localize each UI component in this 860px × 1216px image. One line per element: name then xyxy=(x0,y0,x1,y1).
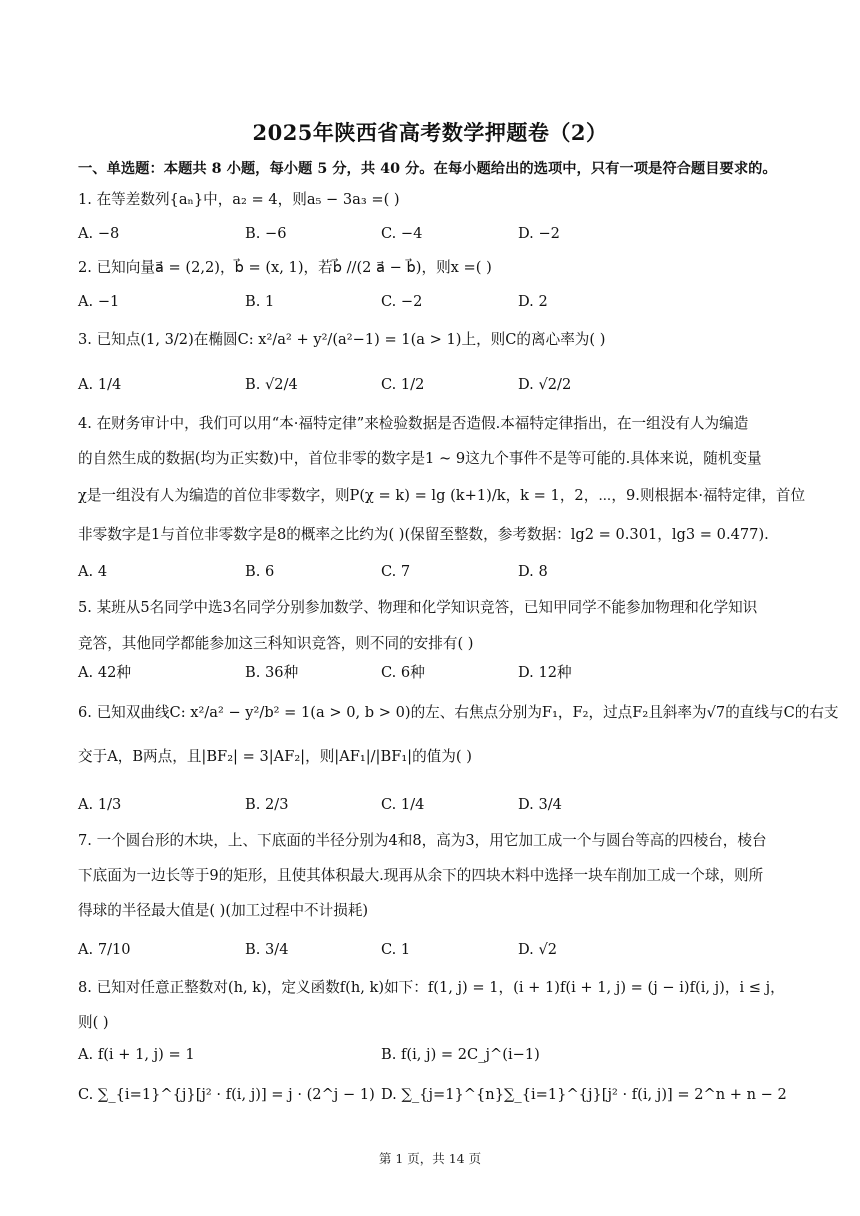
q3-option-c: C. 1/2 xyxy=(381,376,425,393)
question-5-line-1: 5. 某班从5名同学中选3名同学分别参加数学、物理和化学知识竞答，已知甲同学不能参加物理和化学知识 xyxy=(78,599,758,616)
q7-option-d: D. √2 xyxy=(518,941,558,958)
q2-option-a: A. −1 xyxy=(78,293,120,310)
question-4-line-3: χ是一组没有人为编造的首位非零数字，则P(χ = k) = lg (k+1)/k，k = 1，2，⋯，9.则根据本·福特定律，首位 xyxy=(78,487,806,504)
q4-option-d: D. 8 xyxy=(518,563,548,580)
question-7-line-1: 7. 一个圆台形的木块，上、下底面的半径分别为4和8，高为3，用它加工成一个与圆台等高的四棱台，棱台 xyxy=(78,832,767,849)
question-8-line-2: 则( ) xyxy=(78,1014,109,1031)
q7-option-c: C. 1 xyxy=(381,941,411,958)
question-6-line-2: 交于A，B两点，且|BF₂| = 3|AF₂|，则|AF₁|/|BF₁|的值为( ) xyxy=(78,748,472,765)
q6-option-c: C. 1/4 xyxy=(381,796,425,813)
question-4-line-4: 非零数字是1与首位非零数字是8的概率之比约为( )(保留至整数，参考数据：lg2 = 0.301，lg3 = 0.477). xyxy=(78,526,769,543)
q5-option-a: A. 42种 xyxy=(78,664,131,681)
q6-option-b: B. 2/3 xyxy=(245,796,289,813)
q3-option-d: D. √2/2 xyxy=(518,376,572,393)
question-3-stem: 3. 已知点(1, 3/2)在椭圆C: x²/a² + y²/(a²−1) = 1(a > 1)上，则C的离心率为( ) xyxy=(78,331,606,348)
q8-option-c: C. ∑_{i=1}^{j}[j² · f(i, j)] = j · (2^j − 1) xyxy=(78,1086,375,1103)
question-7-line-2: 下底面为一边长等于9的矩形，且使其体积最大.现再从余下的四块木料中选择一块车削加工成一个球，则所 xyxy=(78,867,764,884)
page-footer: 第 1 页，共 14 页 xyxy=(378,1151,482,1166)
question-4-line-2: 的自然生成的数据(均为正实数)中，首位非零的数字是1 ~ 9这九个事件不是等可能的.具体来说，随机变量 xyxy=(78,450,762,467)
section-heading: 一、单选题：本题共 8 小题，每小题 5 分，共 40 分。在每小题给出的选项中，只有一项是符合题目要求的。 xyxy=(78,161,777,177)
q8-option-a: A. f(i + 1, j) = 1 xyxy=(78,1046,195,1063)
question-4-line-1: 4. 在财务审计中，我们可以用“本·福特定律”来检验数据是否造假.本福特定律指出，在一组没有人为编造 xyxy=(78,415,749,432)
q4-option-a: A. 4 xyxy=(78,563,108,580)
q2-option-d: D. 2 xyxy=(518,293,548,310)
question-1-stem: 1. 在等差数列{aₙ}中，a₂ = 4，则a₅ − 3a₃ =( ) xyxy=(78,191,400,208)
q2-option-b: B. 1 xyxy=(245,293,275,310)
q6-option-a: A. 1/3 xyxy=(78,796,122,813)
q3-option-b: B. √2/4 xyxy=(245,376,298,393)
q3-option-a: A. 1/4 xyxy=(78,376,122,393)
q4-option-c: C. 7 xyxy=(381,563,411,580)
q7-option-b: B. 3/4 xyxy=(245,941,289,958)
q8-option-d: D. ∑_{j=1}^{n}∑_{i=1}^{j}[j² · f(i, j)] = 2^n + n − 2 xyxy=(381,1086,787,1103)
q2-option-c: C. −2 xyxy=(381,293,423,310)
q4-option-b: B. 6 xyxy=(245,563,275,580)
q7-option-a: A. 7/10 xyxy=(78,941,131,958)
question-8-line-1: 8. 已知对任意正整数对(h, k)，定义函数f(h, k)如下：f(1, j) = 1，(i + 1)f(i + 1, j) = (j − i)f(i, j)，i ≤ j， xyxy=(78,979,785,996)
q5-option-c: C. 6种 xyxy=(381,664,425,681)
q5-option-d: D. 12种 xyxy=(518,664,572,681)
q1-option-a: A. −8 xyxy=(78,225,120,242)
q5-option-b: B. 36种 xyxy=(245,664,299,681)
q6-option-d: D. 3/4 xyxy=(518,796,562,813)
page-title: 2025年陕西省高考数学押题卷（2） xyxy=(252,120,608,145)
q1-option-d: D. −2 xyxy=(518,225,560,242)
question-2-stem: 2. 已知向量a⃗ = (2,2)，b⃗ = (x, 1)，若b⃗ //(2 a⃗ − b⃗)，则x =( ) xyxy=(78,259,492,276)
question-7-line-3: 得球的半径最大值是( )(加工过程中不计损耗) xyxy=(78,902,369,919)
q8-option-b: B. f(i, j) = 2C_j^(i−1) xyxy=(381,1046,540,1063)
question-6-line-1: 6. 已知双曲线C: x²/a² − y²/b² = 1(a > 0, b > 0)的左、右焦点分别为F₁，F₂，过点F₂且斜率为√7的直线与C的右支 xyxy=(78,704,839,721)
q1-option-c: C. −4 xyxy=(381,225,423,242)
q1-option-b: B. −6 xyxy=(245,225,287,242)
question-5-line-2: 竞答，其他同学都能参加这三科知识竞答，则不同的安排有( ) xyxy=(78,635,474,652)
